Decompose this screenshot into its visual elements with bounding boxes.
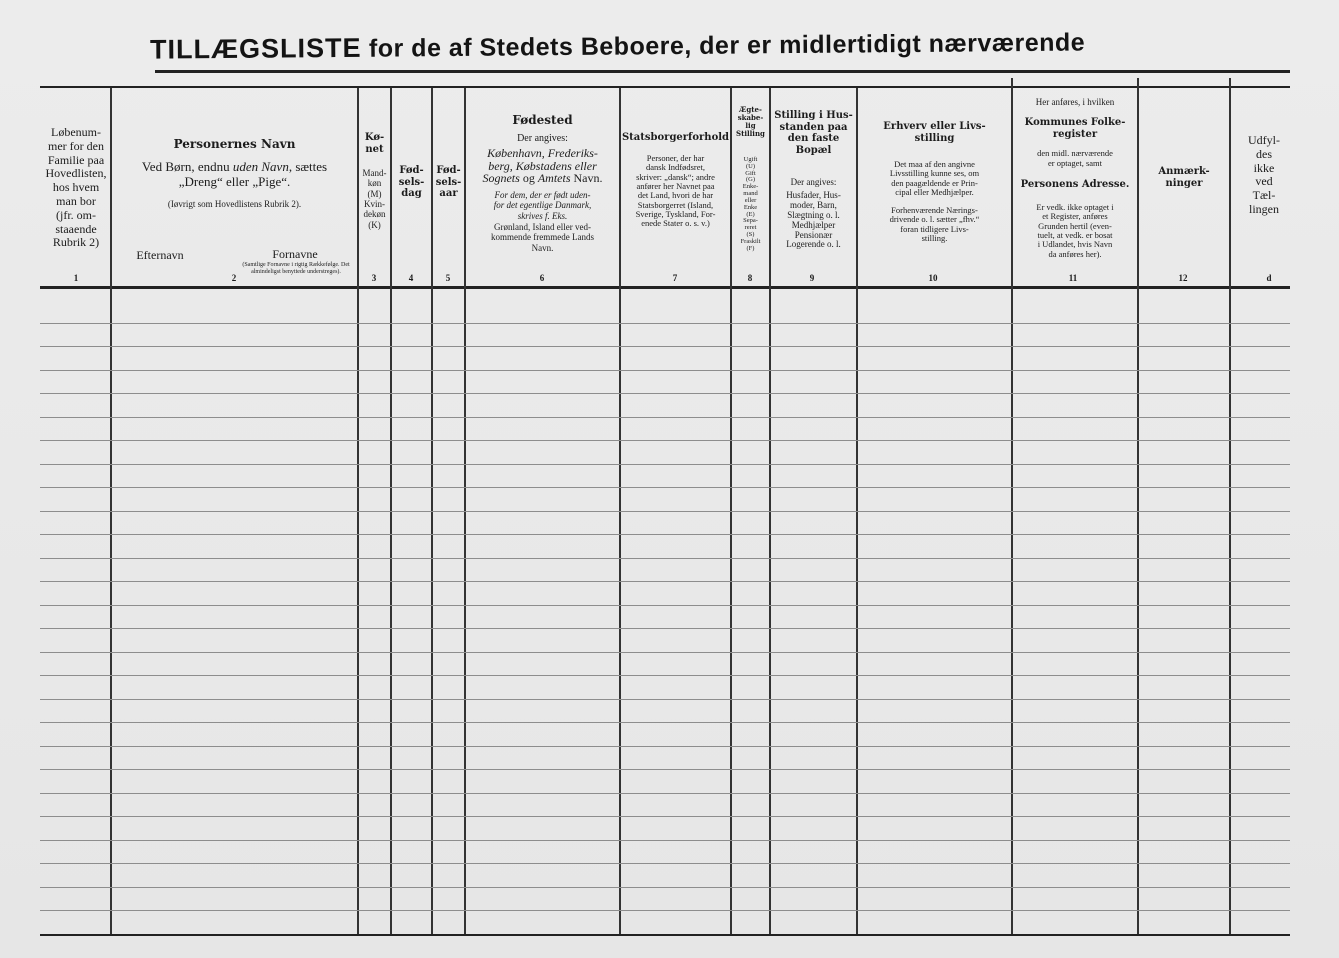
ruled-row-line — [40, 346, 1290, 347]
col-2-note: (Iøvrigt som Hovedlistens Rubrik 2). — [167, 199, 302, 209]
col-6-text1: For dem, der er født uden- for det egentlige Danmark, skrives f. Eks. — [493, 190, 592, 221]
col-3-number: 3 — [371, 273, 377, 283]
col-5-heading: Fød- sels- aar — [435, 165, 462, 199]
col-1-header: Løbenum- mer for den Familie paa Hovedlisten, hos hvem man bor (jfr. om- staaende Rubrik 2) — [45, 125, 107, 250]
col-11-heading: Kommunes Folke- register — [1024, 117, 1126, 140]
ruled-row-line — [40, 910, 1290, 911]
col-9-heading: Stilling i Hus- standen paa den faste Bopæl — [774, 110, 853, 156]
ruled-row-line — [40, 511, 1290, 512]
col-3-heading: Kø- net — [364, 132, 385, 155]
col-2-surname-label: Efternavn — [136, 248, 184, 262]
ruled-row-line — [40, 605, 1290, 606]
col-6-text2: Grønland, Island eller ved- kommende fremmede Lands Navn. — [491, 222, 594, 253]
col-9-sub: Der angives: — [790, 177, 837, 187]
col-6-amt: Amtets — [537, 171, 571, 186]
ruled-row-line — [40, 863, 1290, 864]
col-12-heading: Anmærk- ninger — [1158, 166, 1210, 189]
col-d-header: Udfyl- des ikke ved Tæl- lingen — [1248, 133, 1280, 216]
ruled-row-line — [40, 628, 1290, 629]
ruled-row-line — [40, 699, 1290, 700]
col-2-line1: Ved Børn, endnu — [141, 159, 233, 174]
col-11-pre: Her anføres, i hvilken — [1035, 97, 1115, 107]
col-6-number: 6 — [539, 273, 545, 283]
ruled-row-line — [40, 323, 1290, 324]
col-11-number: 11 — [1068, 273, 1078, 283]
ruled-row-line — [40, 534, 1290, 535]
ruled-row-line — [40, 887, 1290, 888]
ruled-row-line — [40, 769, 1290, 770]
col-6-og: og — [519, 171, 538, 186]
ruled-row-line — [40, 652, 1290, 653]
col-2-instruction — [112, 160, 357, 190]
col-6-sub: Der angives: — [517, 133, 568, 144]
form-title — [150, 25, 1210, 65]
col-4-heading: Fød- sels- dag — [398, 165, 425, 199]
col-d-number: d — [1266, 273, 1272, 283]
table-bottom-rule — [40, 934, 1290, 936]
ruled-row-line — [40, 581, 1290, 582]
ruled-row-line — [40, 440, 1290, 441]
col-3-text: Mand- køn (M) Kvin- dekøn (K) — [362, 168, 387, 230]
col-5-number: 5 — [445, 273, 451, 283]
col-9-number: 9 — [809, 273, 815, 283]
ruled-row-line — [40, 370, 1290, 371]
ruled-row-line — [40, 793, 1290, 794]
col-6-places-italic: København, Frederiks- berg, Købstadens eller Sognets — [482, 146, 598, 186]
header-top-rule — [40, 86, 1290, 88]
ruled-row-line — [40, 464, 1290, 465]
col-11-text2: Er vedk. ikke optaget i et Register, anføres Grunden hertil (even- tuelt, at vedk. er bosat i Udlandet, hvis Navn da anføres her). — [1036, 202, 1114, 259]
ruled-row-line — [40, 816, 1290, 817]
col-11-heading2: Personens Adresse. — [1020, 179, 1130, 190]
col-10-text1: Det maa af den angivne Livsstilling kunne ses, om den paagældende er Prin- cipal eller Medhjælper. — [889, 159, 980, 198]
col-6-navn: Navn. — [570, 171, 603, 186]
ruled-row-line — [40, 722, 1290, 723]
ruled-row-line — [40, 487, 1290, 488]
col-11-text1: den midl. nærværende er optaget, samt — [1037, 148, 1113, 168]
form-title-rest: for de af Stedets Beboere, der er midlertidigt nærværende — [361, 28, 1086, 63]
title-rule — [155, 70, 1290, 73]
col-2-line1-end: , sættes — [288, 159, 328, 174]
col-2-firstname-label: Fornavne — [272, 247, 318, 261]
form-title-lead: TILLÆGSLISTE — [149, 32, 362, 65]
col-8-heading: Ægte- skabe- lig Stilling — [736, 105, 765, 139]
col-7-number: 7 — [672, 273, 678, 283]
col-6-heading: Fødested — [512, 113, 573, 127]
col-7-heading: Statsborgerforhold — [621, 132, 730, 143]
col-10-number: 10 — [928, 273, 938, 283]
col-2-line1-italic: uden Navn — [232, 159, 289, 174]
col-4-number: 4 — [408, 273, 414, 283]
col-2-heading: Personernes Navn — [173, 137, 296, 151]
ruled-row-line — [40, 746, 1290, 747]
col-10-text2: Forhenværende Nærings- drivende o. l. sætter „fhv.“ foran tidligere Livs- stilling. — [889, 205, 980, 244]
ruled-row-line — [40, 417, 1290, 418]
col-8-text: Ugift (U) Gift (G) Enke- mand eller Enke (E) Sepa- reret (S) Fraskilt (F) — [740, 156, 761, 252]
col-8-number: 8 — [747, 273, 753, 283]
ruled-row-line — [40, 840, 1290, 841]
col-7-text: Personer, der har dansk Indfødsret, skriver: „dansk“; andre anfører her Navnet paa det Land, hvori de har Statsborgerret (Island, Sverige, Tyskland, For- enede Stater o. s. v.) — [635, 153, 716, 229]
col-10-heading: Erhverv eller Livs- stilling — [883, 121, 986, 144]
col-2-line2: „Dreng“ eller „Pige“. — [178, 173, 291, 189]
header-bottom-rule — [40, 286, 1290, 289]
ruled-row-line — [40, 558, 1290, 559]
ruled-row-line — [40, 675, 1290, 676]
col-1-number: 1 — [73, 273, 79, 283]
col-6-places — [466, 147, 619, 185]
col-9-text: Husfader, Hus- moder, Barn, Slægtning o. l. Medhjælper Pensionær Logerende o. l. — [786, 190, 841, 250]
col-divider — [1137, 78, 1139, 934]
col-2-number: 2 — [231, 273, 237, 283]
col-12-number: 12 — [1178, 273, 1188, 283]
ruled-row-line — [40, 393, 1290, 394]
col-2-firstname-note: (Samtlige Fornavne i rigtig Rækkefølge. Det almindeligst benyttede understreges). — [242, 262, 350, 275]
